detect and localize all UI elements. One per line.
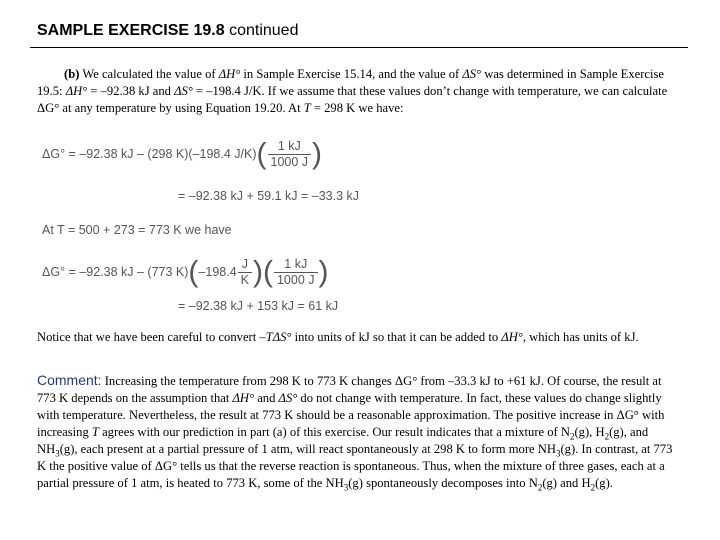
comment-label: Comment:	[37, 372, 102, 388]
part-b-text: = –92.38 kJ and	[87, 84, 175, 98]
delta-s-symbol: ΔS°	[174, 84, 193, 98]
comment-text: from –33.3 kJ to +61 kJ. Of course, the result at 773 K depends on the assumption that	[37, 374, 662, 405]
t-delta-s-symbol: TΔS°	[265, 330, 292, 344]
equation-1: ΔG° = –92.38 kJ – (298 K)(–198.4 J/K)( $\frac{1 kJ}{1000 J}$ )	[42, 137, 323, 171]
comment-text: (g), and NH	[37, 425, 649, 456]
part-b-text: in Sample Exercise 15.14, and the value of	[240, 67, 463, 81]
comment-text: tells us that the reverse reaction is spontaneous. Thus, when the mixture of three gases, each at a partial pressure of 1 atm, is heated to 773 K, some of the NH	[37, 459, 665, 490]
comment-text: do not change with temperature. In fact, these values do change slightly with temperature. Nevertheless, the result at 773 K should be a reasonable approximation. The positive increase in	[37, 391, 662, 422]
delta-h-symbol: ΔH°	[232, 391, 255, 405]
equation-2: = –92.38 kJ + 59.1 kJ = –33.3 kJ	[178, 189, 360, 203]
part-b-paragraph	[37, 66, 677, 117]
comment-text: (g) and H	[542, 476, 591, 490]
comment-paragraph	[37, 372, 677, 492]
comment-text: and	[254, 391, 279, 405]
subscript-2: 2	[537, 482, 543, 493]
delta-g-symbol: ΔG°	[37, 101, 60, 115]
part-b-text: was determined in Sample Exercise 19.5:	[37, 67, 664, 98]
notice-text: , which has units of kJ.	[522, 330, 639, 344]
equation-4-value: –198.4	[198, 264, 237, 279]
equation-4: ΔG° = –92.38 kJ – (773 K)(–198.4 $\frac{J}{K}$ )( $\frac{1 kJ}{1000 J}$ )	[42, 255, 329, 289]
comment-text: (g).	[595, 476, 613, 490]
title-bold: SAMPLE EXERCISE 19.8	[37, 22, 225, 39]
fraction-numerator: J	[238, 257, 252, 273]
fraction-denominator: K	[240, 273, 249, 287]
delta-g-symbol: ΔG°	[395, 374, 418, 388]
equation-3: At T = 500 + 273 = 773 K we have	[42, 223, 232, 237]
subscript-2: 2	[569, 431, 575, 442]
comment-text: (g), each present at a partial pressure of 1 atm, will react spontaneously at 298 K to form more NH	[59, 442, 556, 456]
equation-5: = –92.38 kJ + 153 kJ = 61 kJ	[178, 299, 339, 313]
part-b-text: at any temperature by using Equation 19.20. At	[59, 101, 304, 115]
title-underline	[30, 47, 688, 48]
part-b-indent	[37, 67, 64, 81]
title-rest: continued	[224, 22, 299, 39]
fraction-denominator: 1000 J	[276, 273, 315, 287]
comment-text: agrees with our prediction in part (a) of this exercise. Our result indicates that a mixture of N	[98, 425, 570, 439]
part-b-text: We calculated the value of	[79, 67, 219, 81]
comment-text: (g), H	[574, 425, 605, 439]
notice-text: Notice that we have been careful to convert –	[37, 330, 266, 344]
delta-s-symbol: ΔS°	[462, 67, 482, 81]
part-b-text: = –198.4 J/K. If we assume that these values don’t change with temperature, we can calculate	[192, 84, 668, 98]
subscript-3: 3	[55, 448, 60, 459]
comment-text: Increasing the temperature from 298 K to 773 K changes	[101, 374, 395, 388]
delta-h-symbol: ΔH°	[65, 84, 88, 98]
equation-block	[36, 133, 476, 325]
delta-h-symbol: ΔH°	[218, 67, 241, 81]
fraction-j-per-k	[238, 257, 252, 288]
delta-g-symbol: ΔG°	[154, 459, 178, 473]
comment-text: (g). In contrast, at 773 K the positive value of	[37, 442, 673, 473]
fraction-kj-per-j	[268, 139, 312, 170]
fraction-denominator: 1000 J	[270, 155, 309, 169]
equation-1-lhs: ΔG° = –92.38 kJ – (298 K)(–198.4 J/K)	[42, 146, 257, 161]
delta-h-symbol: ΔH°	[501, 330, 523, 344]
fraction-kj-per-j	[274, 257, 318, 288]
comment-text: (g) spontaneously decomposes into N	[348, 476, 538, 490]
notice-text: into units of kJ so that it can be added to	[291, 330, 502, 344]
equation-4-lhs: ΔG° = –92.38 kJ – (773 K)	[42, 264, 189, 279]
notice-paragraph	[37, 329, 677, 346]
comment-text: with increasing	[37, 408, 665, 439]
fraction-numerator: 1 kJ	[274, 257, 318, 273]
part-b-label: (b)	[64, 67, 80, 81]
subscript-2: 2	[604, 431, 610, 442]
subscript-3: 3	[555, 448, 561, 459]
delta-s-symbol: ΔS°	[278, 391, 298, 405]
subscript-3: 3	[343, 482, 349, 493]
temperature-symbol: T	[303, 101, 311, 115]
part-b-text: = 298 K we have:	[310, 101, 404, 115]
page-title	[37, 22, 298, 40]
temperature-symbol: T	[91, 425, 99, 439]
fraction-numerator: 1 kJ	[268, 139, 312, 155]
delta-g-symbol: ΔG°	[616, 408, 639, 422]
subscript-2: 2	[590, 482, 596, 493]
